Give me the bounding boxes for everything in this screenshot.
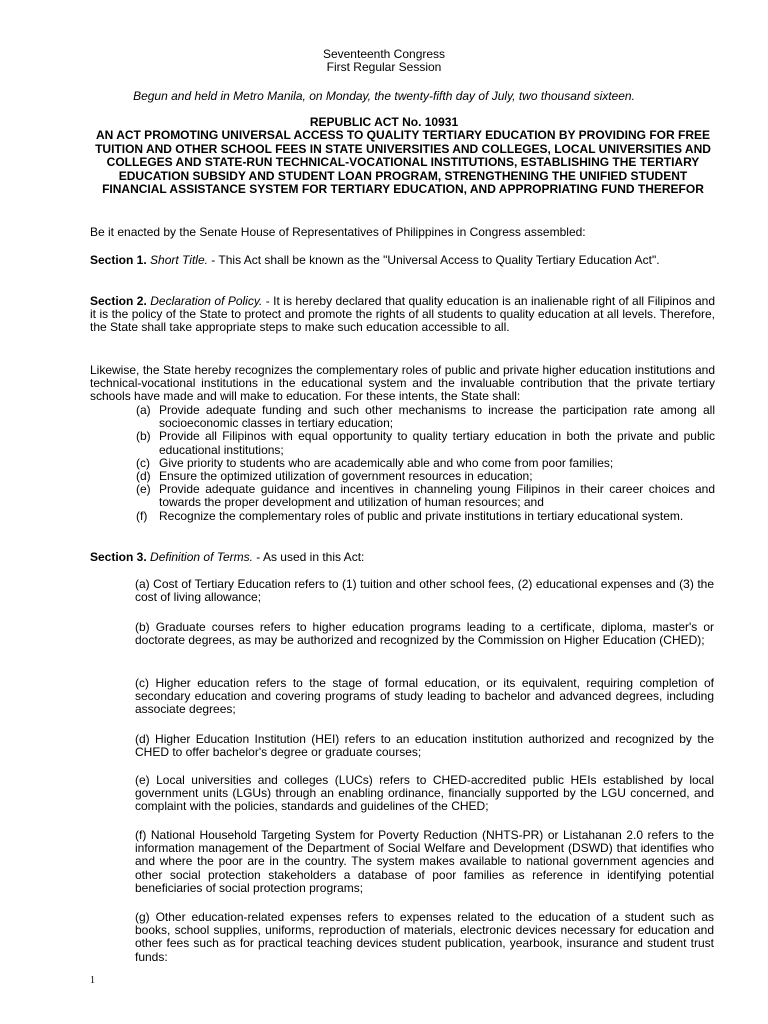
list-item-text: Recognize the complementary roles of public and private institutions in tertiary educational system. [159, 508, 684, 523]
session-line: First Regular Session [326, 60, 442, 74]
list-item [90, 483, 715, 509]
section-1 [90, 254, 715, 267]
section-2-text: - It is hereby declared that quality education is an inalienable right of all Filipinos and it is the policy of the State to protect and promote the rights of all students to quality education at all levels. Therefore, the State shall take appropriate steps to make such education accessible to all. [90, 294, 715, 335]
section-3 [90, 551, 715, 564]
section-1-heading: Short Title. [150, 253, 208, 267]
list-item-text: Provide adequate funding and such other mechanisms to increase the participation rate among all socioeconomic classes in tertiary education; [159, 403, 715, 431]
definition-e: (e) Local universities and colleges (LUCs) refers to CHED-accredited public HEIs established by local government units (LGUs) through an enabling ordinance, financially supported by the LGU concerned, and complaint with the policies, standards and guidelines of the CHED; [135, 773, 714, 814]
list-item-letter: (a) [136, 403, 151, 417]
list-item [90, 430, 715, 456]
list-item-letter: (f) [136, 508, 148, 523]
section-2-label: Section 2. [90, 294, 147, 308]
enacting-clause: Be it enacted by the Senate House of Representatives of Philippines in Congress assembled: [90, 225, 586, 239]
list-item-text: Give priority to students who are academically able and who come from poor families; [159, 455, 614, 470]
definition-f: (f) National Household Targeting System for Poverty Reduction (NHTS-PR) or Listahanan 2.0 refers to the information management of the Department of Social Welfare and Development (DSWD) that identifies who and where the poor are in the country. The system makes available to national government agencies and other social protection stakeholders a database of poor families as reference in identifying potential beneficiaries of social protection programs; [135, 828, 714, 895]
act-title: AN ACT PROMOTING UNIVERSAL ACCESS TO QUALITY TERTIARY EDUCATION BY PROVIDING FOR FREE TUITION AND OTHER SCHOOL FEES IN STATE UNIVERSITIES AND COLLEGES, LOCAL UNIVERSITIES AND COLLEGES AND STATE-RUN TECHNICAL-VOCATIONAL INSTITUTIONS, ESTABLISHING THE TERTIARY EDUCATION SUBSIDY AND STUDENT LOAN PROGRAM, STRENGTHENING THE UNIFIED STUDENT FINANCIAL ASSISTANCE SYSTEM FOR TERTIARY EDUCATION, AND APPROPRIATING FUND THEREFOR [95, 128, 711, 196]
policy-list [90, 404, 715, 523]
list-item-letter: (b) [136, 429, 151, 444]
section-3-text: - As used in this Act: [252, 550, 365, 564]
section-3-label: Section 3. [90, 550, 147, 564]
section-1-label: Section 1. [90, 253, 147, 267]
act-number: REPUBLIC ACT No. 10931 [309, 115, 459, 129]
list-item [90, 510, 715, 523]
section-2 [90, 295, 715, 335]
list-item-text: Ensure the optimized utilization of government resources in education; [159, 469, 533, 484]
list-item-text: Provide adequate guidance and incentives in channeling young Filipinos in their career choices and towards the proper development and utilization of human resources; and [159, 482, 715, 510]
congress-line: Seventeenth Congress [322, 47, 446, 61]
page-number: 1 [90, 975, 95, 986]
definition-c: (c) Higher education refers to the stage of formal education, or its equivalent, requiring completion of secondary education and covering programs of study leading to bachelor and advanced degrees, including associate degrees; [135, 676, 714, 717]
list-item-text: Provide all Filipinos with equal opportunity to quality tertiary education in both the private and public educational institutions; [159, 429, 715, 457]
definition-a: (a) Cost of Tertiary Education refers to (1) tuition and other school fees, (2) educational expenses and (3) the cost of living allowance; [135, 577, 714, 605]
definition-d: (d) Higher Education Institution (HEI) refers to an education institution authorized and recognized by the CHED to offer bachelor's degree or graduate courses; [135, 732, 714, 760]
list-item-letter: (e) [136, 482, 151, 497]
section-2-heading: Declaration of Policy. [150, 294, 263, 308]
list-item-letter: (d) [136, 469, 151, 484]
section-1-text: - This Act shall be known as the "Universal Access to Quality Tertiary Education Act". [207, 253, 660, 267]
section-2-likewise: Likewise, the State hereby recognizes the complementary roles of public and private higher education institutions and technical-vocational institutions in the educational system and the invaluable contribution that the private tertiary schools have made and will make to education. For these intents, the State shall: [90, 363, 715, 404]
list-item-letter: (c) [136, 455, 150, 470]
begun-line: Begun and held in Metro Manila, on Monday, the twenty-fifth day of July, two thousand sixteen. [133, 89, 635, 103]
section-3-heading: Definition of Terms. [150, 550, 253, 564]
definition-g: (g) Other education-related expenses refers to expenses related to the education of a student such as books, school supplies, uniforms, reproduction of materials, electronic devices necessary for education and other fees such as for practical teaching devices student publication, yearbook, insurance and student trust funds: [135, 910, 714, 964]
definition-b: (b) Graduate courses refers to higher education programs leading to a certificate, diploma, master's or doctorate degrees, as may be authorized and recognized by the Commission on Higher Education (CHED); [135, 620, 714, 648]
list-item [90, 404, 715, 430]
